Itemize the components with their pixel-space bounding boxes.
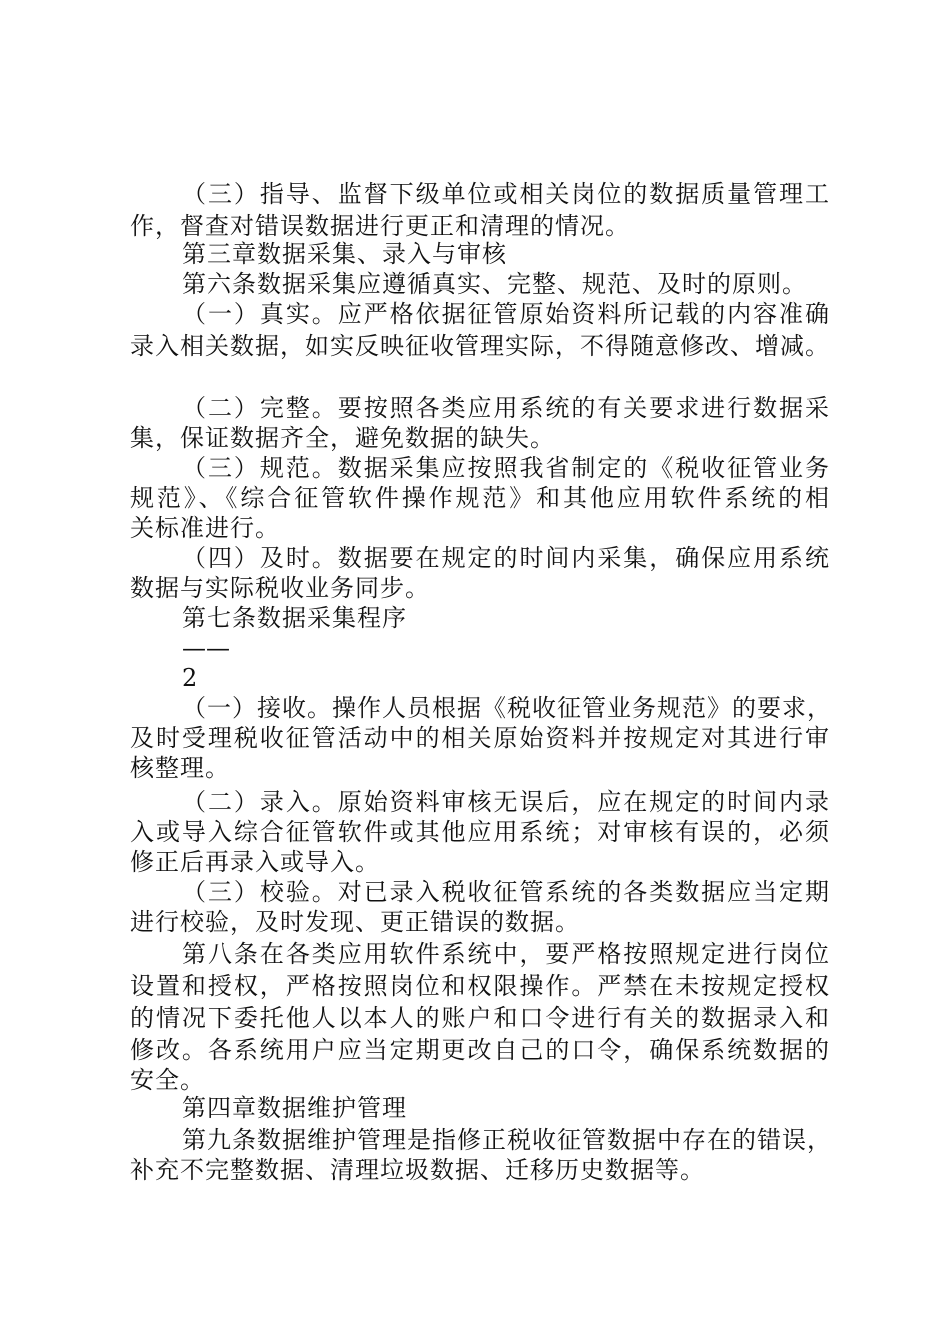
- text-line: 安全。: [130, 1066, 205, 1094]
- text-line: 补充不完整数据、清理垃圾数据、迁移历史数据等。: [130, 1156, 705, 1184]
- text-line: 第九条数据维护管理是指修正税收征管数据中存在的错误，: [182, 1126, 832, 1154]
- text-line: 设置和授权，严格按照岗位和权限操作。严禁在未按规定授权: [130, 972, 830, 1000]
- text-line: 集，保证数据齐全，避免数据的缺失。: [130, 424, 555, 452]
- text-line: （四）及时。数据要在规定的时间内采集，确保应用系统: [182, 544, 830, 572]
- text-line: 关标准进行。: [130, 514, 280, 542]
- text-line: 数据与实际税收业务同步。: [130, 574, 430, 602]
- text-line: 修正后再录入或导入。: [130, 848, 380, 876]
- section-heading: 第七条数据采集程序: [182, 604, 407, 632]
- text-line: 第六条数据采集应遵循真实、完整、规范、及时的原则。: [182, 270, 807, 298]
- text-line: 录入相关数据，如实反映征收管理实际，不得随意修改、增减。: [130, 332, 830, 360]
- chapter-heading: 第三章数据采集、录入与审核: [182, 240, 507, 268]
- page-number: 2: [182, 664, 198, 692]
- text-line: 核整理。: [130, 754, 230, 782]
- text-line: （三）规范。数据采集应按照我省制定的《税收征管业务: [182, 454, 830, 482]
- text-line: （二）完整。要按照各类应用系统的有关要求进行数据采: [182, 394, 830, 422]
- text-line: 进行校验，及时发现、更正错误的数据。: [130, 908, 580, 936]
- text-line: （三）校验。对已录入税收征管系统的各类数据应当定期: [182, 878, 830, 906]
- text-line: 修改。各系统用户应当定期更改自己的口令，确保系统数据的: [130, 1036, 830, 1064]
- chapter-heading: 第四章数据维护管理: [182, 1094, 407, 1122]
- text-line: （二）录入。原始资料审核无误后，应在规定的时间内录: [182, 788, 830, 816]
- text-line: 作，督查对错误数据进行更正和清理的情况。: [130, 212, 630, 240]
- text-line: 入或导入综合征管软件或其他应用系统；对审核有误的，必须: [130, 818, 830, 846]
- text-line: 规范》、《综合征管软件操作规范》和其他应用软件系统的相: [130, 484, 830, 512]
- text-line: 的情况下委托他人以本人的账户和口令进行有关的数据录入和: [130, 1004, 830, 1032]
- text-line: （一）接收。操作人员根据《税收征管业务规范》的要求，: [182, 694, 832, 722]
- text-line: 第八条在各类应用软件系统中，要严格按照规定进行岗位: [182, 940, 830, 968]
- text-line: （三）指导、监督下级单位或相关岗位的数据质量管理工: [182, 180, 830, 208]
- page-marker-dash: ——: [182, 634, 230, 662]
- text-line: （一）真实。应严格依据征管原始资料所记载的内容准确: [182, 300, 830, 328]
- text-line: 及时受理税收征管活动中的相关原始资料并按规定对其进行审: [130, 724, 830, 752]
